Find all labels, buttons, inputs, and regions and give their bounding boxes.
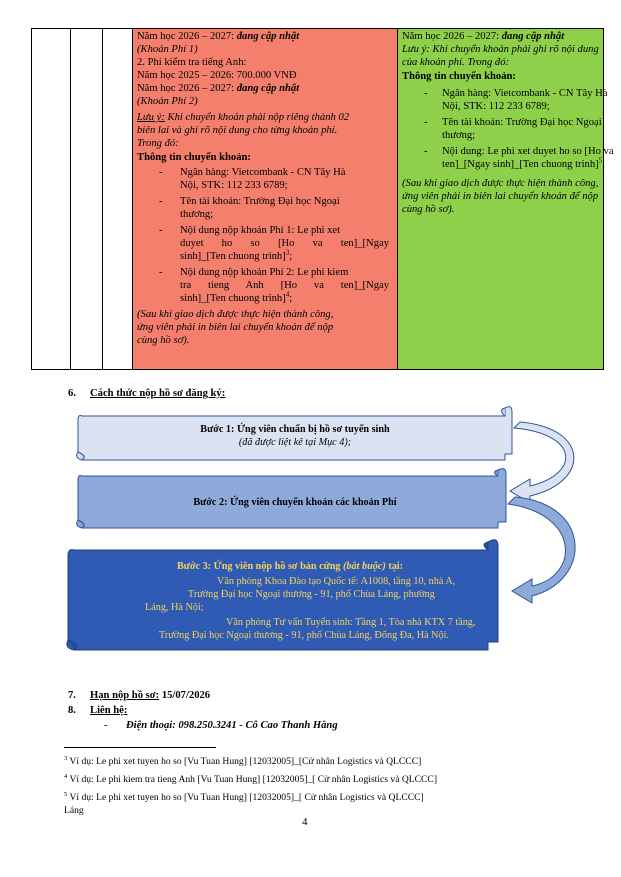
column-divider xyxy=(102,29,103,369)
bullet-dash: - xyxy=(424,146,428,157)
bullet-dash: - xyxy=(159,267,163,278)
curved-arrow-1 xyxy=(510,422,574,503)
green-content-line: Nội dung: Le phi xet duyet ho so [Ho va xyxy=(442,146,614,157)
section-7-number: 7. xyxy=(68,690,76,701)
section-8-number: 8. xyxy=(68,705,76,716)
red-transfer-info-heading: Thông tin chuyển khoản: xyxy=(137,152,251,163)
red-receipt-note: ứng viên phải in biên lai chuyển khoản để nộp xyxy=(137,322,334,333)
red-year-line: Năm học 2026 – 2027: đang cập nhật xyxy=(137,31,300,42)
step-3-address-line: Trường Đại học Ngoại thương - 91, phố Chùa Láng, phường xyxy=(188,589,435,600)
green-bank-line: Ngân hàng: Vietcombank - CN Tây Hà xyxy=(442,88,608,99)
step-2-title: Bước 2: Ứng viên chuyển khoản các khoản Phí xyxy=(193,497,397,508)
red-fee1-content: sinh]_[Ten chuong trinh]$^3$; xyxy=(180,248,293,262)
red-note-line: Lưu ý: Khi chuyển khoản phải nộp riêng thành 02 xyxy=(137,112,350,123)
fee-cell-green xyxy=(397,29,614,369)
green-account-name: thương; xyxy=(442,130,476,141)
page-number: 4 xyxy=(302,816,308,828)
red-receipt-note: (Sau khi giao dịch được thực hiện thành công, xyxy=(137,309,334,320)
red-account-name: thương; xyxy=(180,209,214,220)
bullet-dash: - xyxy=(159,167,163,178)
green-receipt-note: cùng hồ sơ). xyxy=(402,204,455,215)
red-fee1-label: (Khoản Phí 1) xyxy=(137,44,198,55)
red-fee-amount: Năm học 2025 – 2026: 700.000 VNĐ xyxy=(137,70,297,81)
red-fee2-content: tra tieng Anh [Ho va ten]_[Ngay xyxy=(180,280,389,291)
footnote-3: $^3$ Ví dụ: Le phi xet tuyen ho so [Vu Tuan Hung] [12032005]_[Cử nhân Logistics và QLCCC] xyxy=(64,754,422,767)
bullet-dash: - xyxy=(104,720,108,731)
red-bank-line: Ngân hàng: Vietcombank - CN Tây Hà xyxy=(180,167,346,178)
green-content-line: ten]_[Ngay sinh]_[Ten chuong trinh]$^5$; xyxy=(442,156,606,170)
red-note-line: Trong đó: xyxy=(137,138,179,149)
green-year-line: Năm học 2026 – 2027: đang cập nhật xyxy=(402,31,565,42)
footnote-continuation: Láng xyxy=(64,805,84,816)
footnote-4: $^4$ Ví dụ: Le phi kiem tra tieng Anh [Vu Tuan Hung] [12032005]_[ Cử nhân Logistics và QLCCC] xyxy=(64,772,438,785)
step-3-address-line: Trường Đại học Ngoại thương - 91, phố Chùa Láng, Đống Đa, Hà Nội. xyxy=(159,630,449,641)
red-fee1-content: Nội dung nộp khoản Phí 1: Le phi xet xyxy=(180,225,341,236)
step-1-title: Bước 1: Ứng viên chuẩn bị hồ sơ tuyển sinh xyxy=(200,424,390,435)
step-3-address-line: Văn phòng Khoa Đào tạo Quốc tế: A1008, tầng 10, nhà A, xyxy=(217,576,456,587)
step-3-address-line: Văn phòng Tư vấn Tuyển sinh: Tầng 1, Tòa nhà KTX 7 tầng, xyxy=(226,617,476,628)
red-fee2-content: Nội dung nộp khoản Phí 2: Le phi kiem xyxy=(180,267,349,278)
footnote-5: $^5$ Ví dụ: Le phi xet tuyen ho so [Vu Tuan Hung] [12032005]_[ Cử nhân Logistics và QLCCC] xyxy=(64,790,424,803)
section-6-title: Cách thức nộp hồ sơ đăng ký: xyxy=(90,388,226,399)
red-year-line-2: Năm học 2026 – 2027: đang cập nhật xyxy=(137,83,300,94)
footnote-separator xyxy=(64,747,216,748)
bullet-dash: - xyxy=(159,225,163,236)
curved-arrow-2 xyxy=(508,497,575,603)
bullet-dash: - xyxy=(424,88,428,99)
red-note-line: biên lai và ghi rõ nội dung cho từng khoản phí. xyxy=(137,125,338,136)
red-bank-line: Nội, STK: 112 233 6789; xyxy=(180,180,288,191)
green-receipt-note: (Sau khi giao dịch được thực hiện thành công, xyxy=(402,178,599,189)
green-note-line: của khoản phí. Trong đó: xyxy=(402,57,510,68)
step-3-address-line: Láng, Hà Nội; xyxy=(145,602,204,613)
red-fee2-content: sinh]_[Ten chuong trinh]$^4$; xyxy=(180,290,293,304)
red-account-name: Tên tài khoản: Trường Đại học Ngoại xyxy=(180,196,340,207)
step-1-text xyxy=(100,423,490,449)
fee-cell-red xyxy=(132,29,397,369)
red-fee1-content: duyet ho so [Ho va ten]_[Ngay xyxy=(180,238,389,249)
section-6-number: 6. xyxy=(68,388,76,399)
deadline-line: Hạn nộp hồ sơ: 15/07/2026 xyxy=(90,690,211,701)
column-divider xyxy=(70,29,71,369)
red-english-test-heading: 2. Phí kiểm tra tiếng Anh: xyxy=(137,57,247,68)
bullet-dash: - xyxy=(424,117,428,128)
green-note-line: Lưu ý: Khi chuyển khoản phải ghi rõ nội dung xyxy=(402,44,599,55)
step-3-title: Bước 3: Ứng viên nộp hồ sơ bản cứng (bắt buộc) tại: xyxy=(176,561,404,572)
fee-table xyxy=(31,28,614,370)
step-3-text xyxy=(80,560,500,573)
green-transfer-info-heading: Thông tin chuyển khoản: xyxy=(402,71,516,82)
red-receipt-note: cùng hồ sơ). xyxy=(137,335,190,346)
green-receipt-note: ứng viên phải in biên lai chuyển khoản để nộp xyxy=(402,191,599,202)
green-bank-line: Nội, STK: 112 233 6789; xyxy=(442,101,550,112)
green-account-name: Tên tài khoản: Trường Đại học Ngoại xyxy=(442,117,602,128)
red-fee2-label: (Khoản Phí 2) xyxy=(137,96,198,107)
bullet-dash: - xyxy=(159,196,163,207)
contact-phone: Điện thoại: 098.250.3241 - Cô Cao Thanh Hằng xyxy=(126,720,338,731)
step-1-subtitle: (đã được liệt kê tại Mục 4); xyxy=(238,437,352,448)
section-8-title: Liên hệ: xyxy=(90,705,128,716)
